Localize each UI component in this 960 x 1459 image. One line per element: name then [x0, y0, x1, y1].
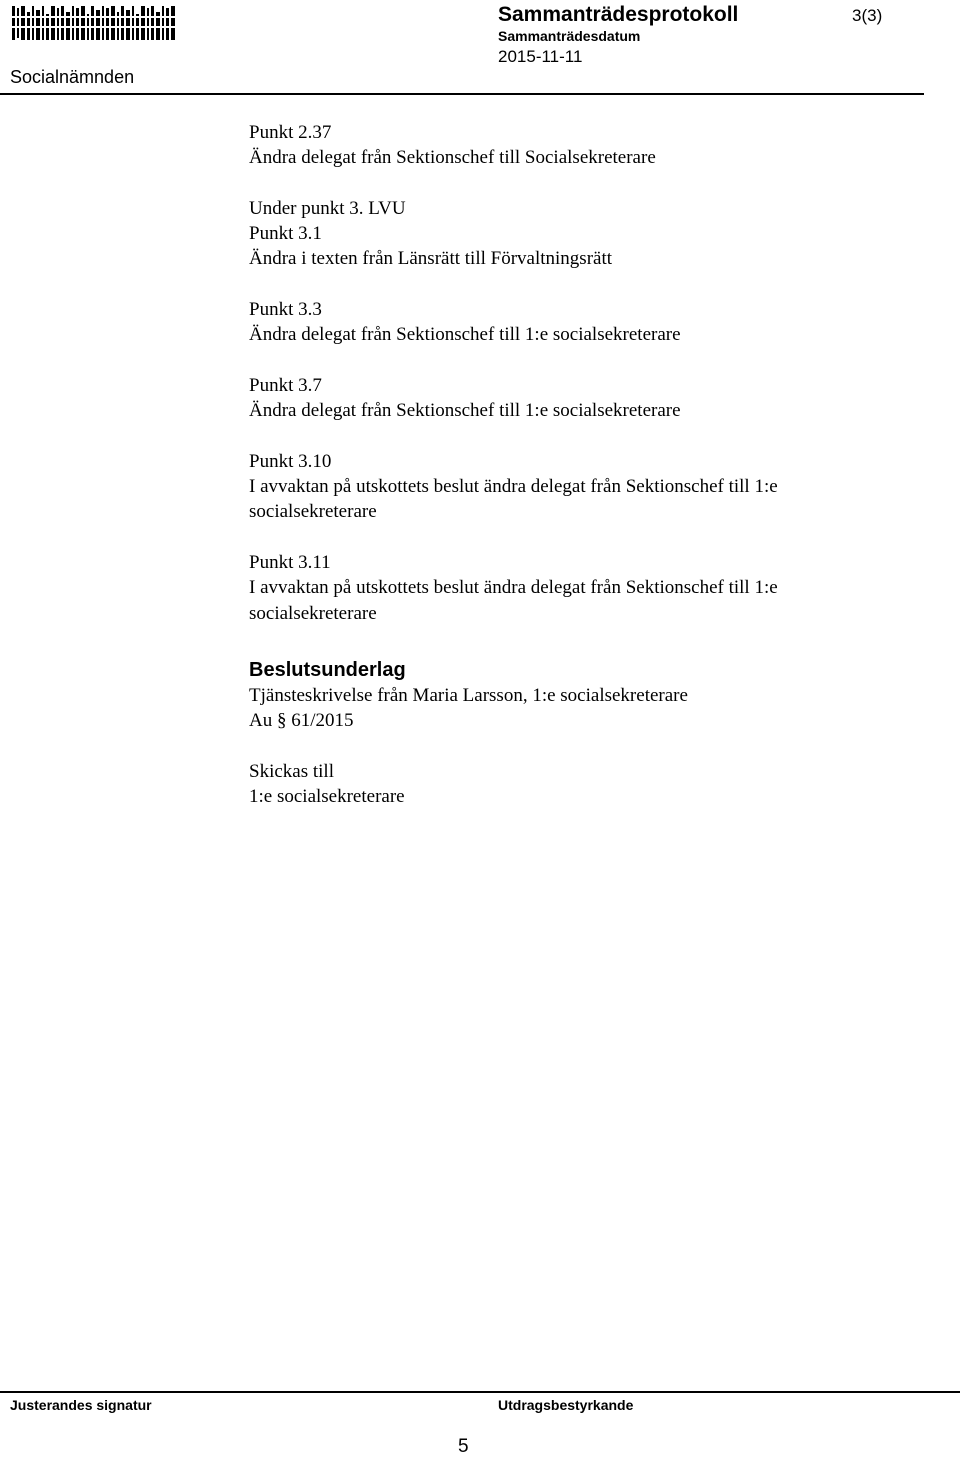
- paragraph-line: Ändra delegat från Sektionschef till 1:e socialsekreterare: [249, 324, 681, 346]
- paragraph-line: Ändra delegat från Sektionschef till Socialsekreterare: [249, 147, 656, 169]
- logo-wordmark-icon: [10, 2, 178, 44]
- paragraph-line: Punkt 3.10: [249, 450, 332, 472]
- paragraph-line: Ändra delegat från Sektionschef till 1:e socialsekreterare: [249, 400, 681, 422]
- paragraph-line: I avvaktan på utskottets beslut ändra delegat från Sektionschef till 1:e: [249, 476, 778, 498]
- paragraph-line: socialsekreterare: [249, 501, 377, 523]
- paragraph-punkt-3-1: [249, 196, 909, 272]
- header-divider: [0, 93, 924, 95]
- paragraph-line: Ändra i texten från Länsrätt till Förvaltningsrätt: [249, 248, 613, 270]
- decision-basis-line: Tjänsteskrivelse från Maria Larsson, 1:e socialsekreterare: [249, 684, 688, 706]
- paragraph-punkt-3-11: [249, 550, 909, 626]
- paragraph-line: Punkt 3.3: [249, 299, 322, 321]
- meeting-date-label: Sammanträdesdatum: [498, 28, 641, 44]
- footer-divider: [0, 1391, 960, 1393]
- paragraph-punkt-3-10: [249, 449, 909, 525]
- page-count: 3(3): [852, 6, 883, 25]
- certification-label: Utdragsbestyrkande: [498, 1397, 634, 1413]
- municipality-logo: [10, 2, 178, 44]
- decision-basis-list: [249, 683, 909, 734]
- meeting-date-value: 2015-11-11: [498, 47, 583, 66]
- paragraph-line: Punkt 3.1: [249, 223, 322, 245]
- paragraph-line: I avvaktan på utskottets beslut ändra delegat från Sektionschef till 1:e: [249, 577, 778, 599]
- paragraph-line: Punkt 3.11: [249, 552, 331, 574]
- paragraph-punkt-2-37: [249, 120, 909, 171]
- paragraph-line: socialsekreterare: [249, 602, 377, 624]
- send-to-block: [249, 759, 909, 810]
- protocol-body: [249, 120, 909, 835]
- paragraph-line: Under punkt 3. LVU: [249, 197, 406, 219]
- paragraph-line: Punkt 2.37: [249, 122, 332, 143]
- organization-name: Socialnämnden: [10, 67, 135, 87]
- signature-label: Justerandes signatur: [10, 1397, 152, 1413]
- paragraph-punkt-3-3: [249, 297, 909, 348]
- decision-basis-heading: Beslutsunderlag: [249, 658, 406, 681]
- paragraph-punkt-3-7: [249, 373, 909, 424]
- page-number: 5: [458, 1436, 469, 1457]
- decision-basis-line: Au § 61/2015: [249, 710, 354, 732]
- send-to-recipient: 1:e socialsekreterare: [249, 786, 405, 808]
- send-to-label: Skickas till: [249, 760, 334, 782]
- document-title: Sammanträdesprotokoll: [498, 3, 739, 26]
- paragraph-line: Punkt 3.7: [249, 374, 322, 396]
